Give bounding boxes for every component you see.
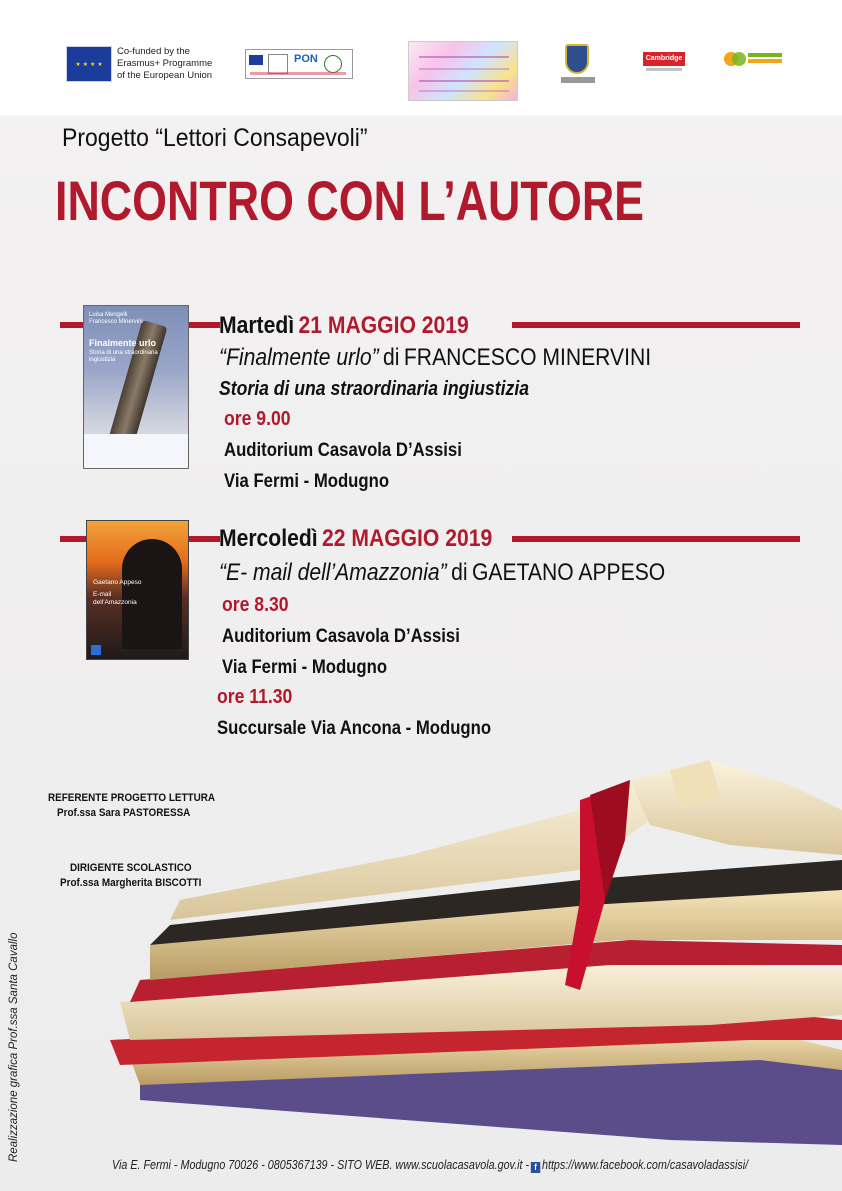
event1-place: Auditorium Casavola D’Assisi [224,440,462,461]
event1-red-bar-right [512,322,800,328]
event2-author: GAETANO APPESO [471,559,666,586]
city-crest-caption [561,77,595,83]
cambridge-subtitle [646,68,682,71]
event1-day: Martedì [219,312,295,339]
cover1-sub-2: ingiustizia [89,357,116,363]
event1-subtitle: Storia di una straordinaria ingiustizia [219,378,530,400]
event2-time-2: ore 11.30 [217,686,293,708]
graphic-credit: Realizzazione grafica Prof.ssa Santa Cavallo [8,932,20,1162]
principal-role: DIRIGENTE SCOLASTICO [70,862,192,874]
facebook-link[interactable]: https://www.facebook.com/casavoladassisi/ [541,1158,749,1172]
event1-author: FRANCESCO MINERVINI [403,344,652,371]
cover2-title-2: dell’Amazzonia [93,599,137,606]
book-cover-finalmente-urlo [83,305,189,469]
event1-time: ore 9.00 [224,408,291,430]
school-logo [408,41,518,101]
eu-flag-icon: ★ ★ ★ ★ [66,46,112,82]
event2-place-1: Auditorium Casavola D’Assisi [222,626,460,647]
publisher-logo-icon [91,645,101,655]
cover2-author: Gaetano Appeso [93,579,142,586]
event2-date-line [219,525,492,553]
eu-line-1: Co-funded by the [117,46,190,57]
open-books-illustration [110,740,842,1160]
cambridge-logo: Cambridge [643,52,685,66]
cover1-author-2: Francesco Minervini [89,319,143,325]
event2-date: 22 MAGGIO 2019 [322,525,493,552]
event1-date: 21 MAGGIO 2019 [298,312,469,339]
main-title: INCONTRO CON L’AUTORE [55,169,645,232]
aid-logo [724,50,782,68]
cover1-sub-1: Storia di una straordinaria [89,350,158,356]
event2-place-2: Succursale Via Ancona - Modugno [217,718,492,739]
reference-role: REFERENTE PROGETTO LETTURA [48,792,216,804]
footer [112,1158,748,1173]
event2-address-1: Via Fermi - Modugno [222,657,388,678]
eu-line-3: of the European Union [117,70,213,81]
cover1-author-1: Luisa Mengelli [89,312,128,318]
cover1-title: Finalmente urlo [89,338,157,348]
principal-name: Prof.ssa Margherita BISCOTTI [60,877,202,889]
event2-book-title: “E- mail dell’Amazzonia” [219,559,447,586]
event2-by: di [451,559,468,586]
erasmus-logo-text [117,46,217,82]
cover2-title-1: E-mail [93,591,112,598]
event2-time-1: ore 8.30 [222,594,289,616]
event1-by: di [383,344,400,371]
eu-line-2: Erasmus+ Programme [117,58,213,69]
event2-red-bar-right [512,536,800,542]
footer-address: Via E. Fermi - Modugno 70026 - 0805367139 - SITO WEB. www.scuolacasavola.gov.it - [112,1158,530,1172]
event1-date-line [219,312,469,340]
event2-day: Mercoledì [219,525,318,552]
event1-book-title: “Finalmente urlo” [219,344,379,371]
city-crest-icon [565,44,589,74]
event1-book-line [219,344,651,372]
project-title: Progetto “Lettori Consapevoli” [62,124,368,152]
facebook-icon: f [531,1162,540,1173]
event1-address: Via Fermi - Modugno [224,471,390,492]
pon-logo: PON [245,49,353,79]
book-cover-email-amazzonia [86,520,189,660]
reference-name: Prof.ssa Sara PASTORESSA [57,807,191,819]
event2-book-line [219,559,665,587]
